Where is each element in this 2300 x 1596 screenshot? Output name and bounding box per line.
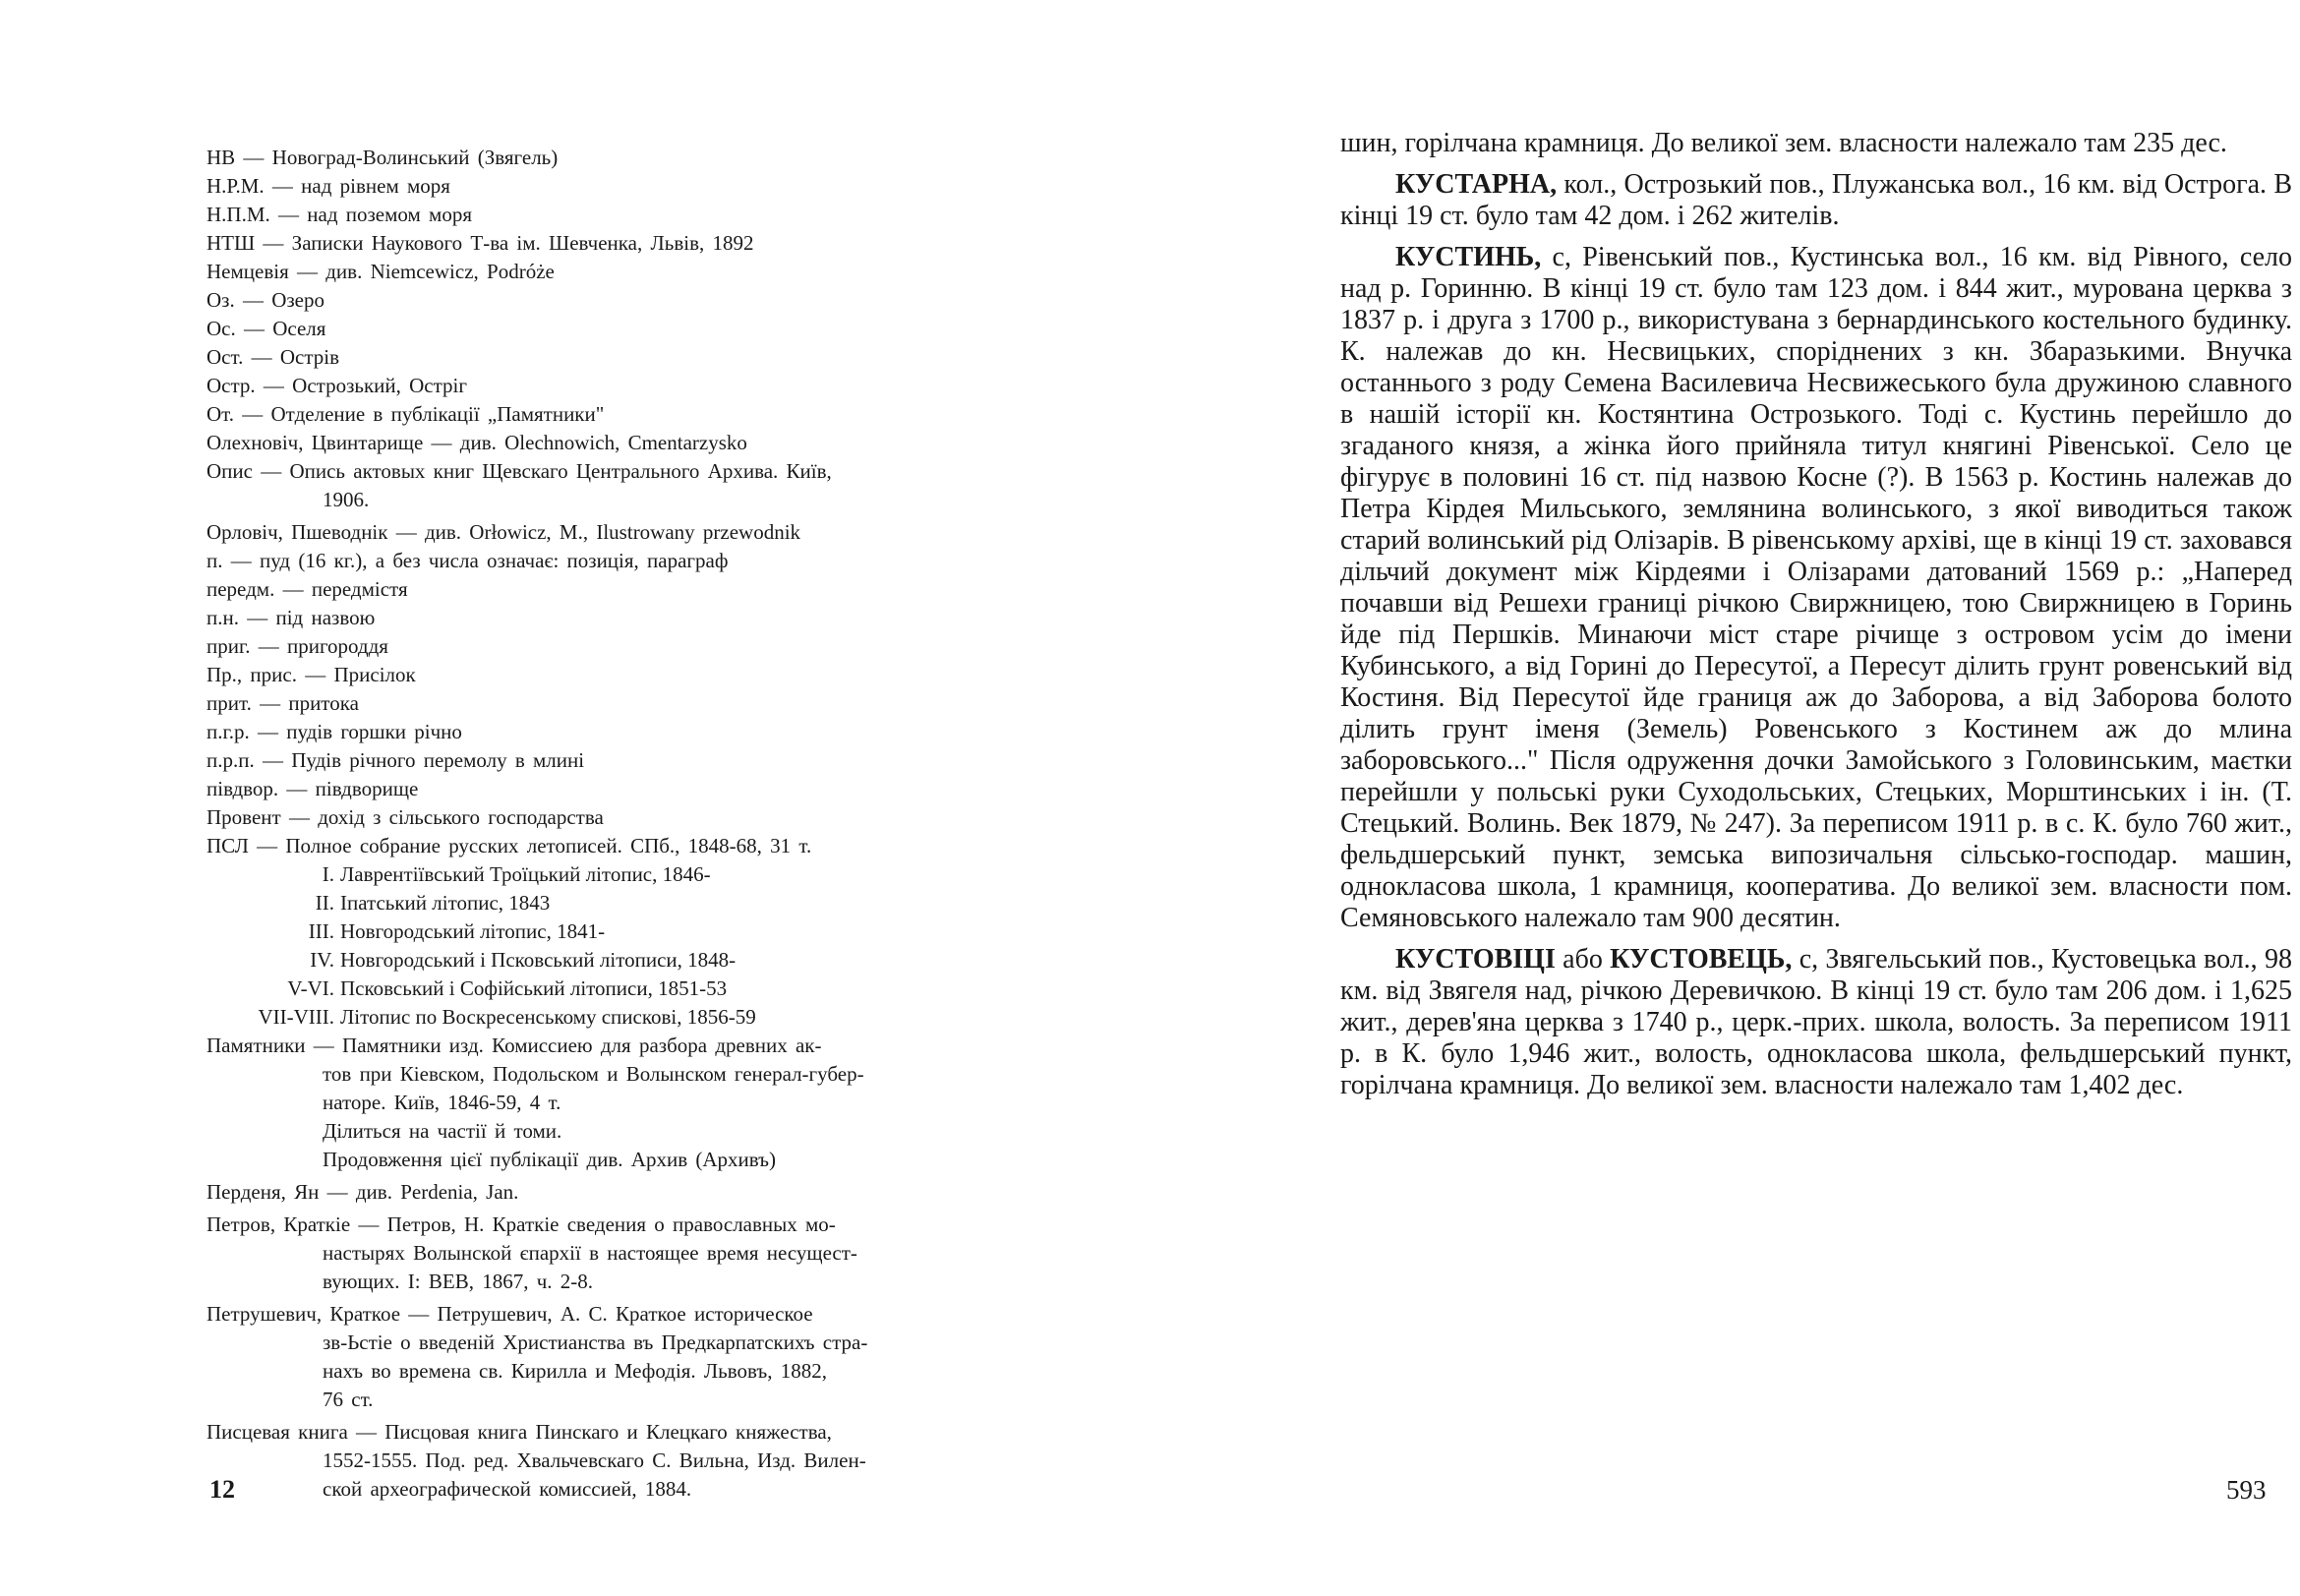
abbr-continuation: зв-Ьстіе о введеній Христианства въ Предкарпатскихъ стра- xyxy=(323,1330,868,1354)
abbr-entry: Н.П.М. — над поземом моря xyxy=(206,203,472,226)
entry-continuation xyxy=(1340,128,2292,159)
psl-volume xyxy=(206,946,993,975)
abbr-entry: Ос. — Оселя xyxy=(206,317,326,340)
abbr-entry: ПСЛ — Полное собрание русских летописей. СПб., 1848-68, 31 т. xyxy=(206,834,812,857)
psl-volume-number: IV. xyxy=(310,948,334,972)
abbr-entry: п. — пуд (16 кг.), а без числа означає: позиція, параграф xyxy=(206,549,729,572)
abbr-entry: п.р.п. — Пудів річного перемолу в млині xyxy=(206,748,585,772)
abbr-entry: НВ — Новоград-Волинський (Звягель) xyxy=(206,146,559,169)
abbr-entry: Орловіч, Пшеводнік — див. Orłowicz, M., Ilustrowany przewodnik xyxy=(206,520,801,544)
abbr-entry: п.н. — під назвою xyxy=(206,606,376,629)
psl-volume xyxy=(206,975,993,1003)
abbr-entry: Немцевія — див. Niemcewicz, Podróże xyxy=(206,260,555,283)
abbr-continuation: 76 ст. xyxy=(323,1388,374,1411)
abbr-entry: передм. — передмістя xyxy=(206,577,408,601)
abbr-continuation: ской археографической комиссией, 1884. xyxy=(323,1477,692,1501)
abbr-continuation: настырях Волынской єпархії в настоящее время несущест- xyxy=(323,1241,857,1265)
entry xyxy=(1340,169,2292,232)
psl-volume xyxy=(206,1003,993,1032)
abbr-entry: Петров, Краткіе — Петров, Н. Краткіе сведения о православных мо- xyxy=(206,1212,836,1236)
psl-volume-title: Літопис по Воскресенському спискові, 1856-59 xyxy=(340,1005,756,1029)
abbr-entry: Памятники — Памятники изд. Комиссиею для разбора древних ак- xyxy=(206,1034,822,1057)
entry xyxy=(1340,242,2292,934)
abbr-entry: От. — Отделение в публікації „Памятники" xyxy=(206,402,605,426)
psl-volume-title: Іпатський літопис, 1843 xyxy=(340,891,551,915)
psl-volume xyxy=(206,917,993,946)
abbr-continuation: Ділиться на частії й томи. xyxy=(323,1119,562,1143)
abbr-entry: Перденя, Ян — див. Perdenia, Jan. xyxy=(206,1180,519,1204)
abbr-entry: п.г.р. — пудів горшки річно xyxy=(206,720,462,743)
psl-volume-title: Псковський і Софійський літописи, 1851-53 xyxy=(340,976,728,1000)
entry-text: с, Звягельський пов., Кустовецька вол., 98 км. від Звягеля над, річкою Деревичкою. В кінці 19 ст. було там 206 дом. і 1,625 жит., дерев'яна церква з 1740 р., церк.-прих. школа, волость. За переписом 1911 р. в К. було 1,946 жит., волость, однокласова школа, фельдшерський пункт, горілчана крамниця. До великої зем. власности належало там 1,402 дес. xyxy=(1340,944,2292,1100)
abbr-continuation: вующих. I: BEB, 1867, ч. 2-8. xyxy=(323,1270,594,1293)
entry-headword: КУСТОВІЦІ xyxy=(1395,944,1556,975)
entry-text: шин, горілчана крамниця. До великої зем. власности належало там 235 дес. xyxy=(1340,128,2227,158)
psl-volume-number: II. xyxy=(315,891,334,915)
abbr-continuation: нахъ во времена св. Кирилла и Мефодія. Львовъ, 1882, xyxy=(323,1359,828,1383)
abbr-entry: Петрушевич, Краткое — Петрушевич, А. С. Краткое историческое xyxy=(206,1302,813,1326)
abbr-continuation: Продовження цієї публікації див. Архив (Архивъ) xyxy=(323,1148,777,1171)
abbr-continuation: 1906. xyxy=(323,488,370,511)
psl-volume-number: V-VI. xyxy=(287,976,334,1000)
abbr-entry: НТШ — Записки Наукового Т-ва ім. Шевченка, Львів, 1892 xyxy=(206,231,754,255)
psl-volume-number: VII-VIII. xyxy=(258,1005,334,1029)
gazetteer-entries xyxy=(1340,128,2292,1111)
abbreviation-list xyxy=(206,144,993,1504)
right-page xyxy=(1150,0,2300,1596)
entry-headword: КУСТИНЬ, xyxy=(1395,242,1542,272)
entry-connector: або xyxy=(1555,944,1611,975)
abbr-entry: прит. — притока xyxy=(206,691,359,715)
abbr-entry: Остр. — Острозький, Остріг xyxy=(206,374,468,397)
entry xyxy=(1340,944,2292,1101)
entry-text: кол., Острозький пов., Плужанська вол., 16 км. від Острога. В кінці 19 ст. було там 42 дом. і 262 жителів. xyxy=(1340,169,2292,231)
abbr-continuation: 1552-1555. Под. ред. Хвальчевскаго С. Вильна, Изд. Вилен- xyxy=(323,1448,866,1472)
psl-volume xyxy=(206,860,993,889)
abbr-entry: приг. — пригороддя xyxy=(206,634,388,658)
psl-volume-title: Новгородський і Псковський літописи, 1848- xyxy=(340,948,737,972)
page-number: 593 xyxy=(2226,1475,2267,1505)
psl-volume-number: I. xyxy=(322,862,334,886)
abbr-continuation: наторе. Київ, 1846-59, 4 т. xyxy=(323,1091,561,1114)
abbr-entry: півдвор. — півдворище xyxy=(206,777,419,800)
abbr-entry: Опис — Опись актовых книг Щевскаго Центрального Архива. Київ, xyxy=(206,459,832,483)
entry-text: с, Рівенський пов., Кустинська вол., 16 км. від Рівного, село над р. Горинню. В кінці 19 ст. було там 123 дом. і 844 жит., мурована церква з 1837 р. і друга з 1700 р., використувана з бернардинського костельного будинку. К. належав до кн. Несвицьких, споріднених з кн. Збаразькими. Внучка останнього з роду Семена Василевича Несвижеського була дружиною славного в нашій історії кн. Костянтина Острозького. Тоді с. Кустинь перейшло до згаданого князя, а жінка його прийняла титул княгині Рівенської. Село це фігурує в половині 16 ст. під назвою Косне (?). В 1563 р. Костинь належав до Петра Кірдея Мильського, землянина волинського, з якої виводиться також старий волинський рід Олізарів. В рівенському архіві, ще в кінці 19 ст. заховався дільчий документ між Кірдеями і Олізарами датований 1569 р.: „Наперед почавши від Решехи границі річкою Свиржницею, тою Свиржницею в Горинь йде під Першків. Минаючи міст старе річище з островом усім до імени Кубинського, а від Горині до Пересутої, а Пересут ділить грунт ровенський від Костиня. Від Пересутої йде границя аж до Заборова, а від Заборова болото ділить грунт іменя (Земель) Ровенського з Костинем аж до млина заборовського..." Після одруження дочки Замойського з Головинським, маєтки перейшли у польські руки Суходольських, Стецьких, Морштинських і ін. (Т. Стецький. Волинь. Век 1879, № 247). За переписом 1911 р. в с. К. було 760 жит., фельдшерський пункт, земська випозичальня сільсько-господар. машин, однокласова школа, 1 крамниця, кооператива. До великої зем. власности пом. Семяновського належало там 900 десятин. xyxy=(1340,242,2292,933)
abbr-entry: Провент — дохід з сільського господарства xyxy=(206,805,604,829)
psl-volume xyxy=(206,889,993,917)
psl-volume-number: III. xyxy=(308,919,334,943)
abbr-continuation: тов при Кіевском, Подольском и Волынском генерал-губер- xyxy=(323,1062,864,1086)
abbr-entry: Н.Р.М. — над рівнем моря xyxy=(206,174,450,198)
abbr-entry: Оз. — Озеро xyxy=(206,288,324,312)
entry-headword-alt: КУСТОВЕЦЬ, xyxy=(1610,944,1793,975)
abbr-entry: Олехновіч, Цвинтарище — див. Olechnowich, Cmentarzysko xyxy=(206,431,747,454)
abbr-entry: Писцевая книга — Писцовая книга Пинскаго и Клецкаго княжества, xyxy=(206,1420,832,1444)
psl-volume-title: Новгородський літопис, 1841- xyxy=(340,919,606,943)
entry-headword: КУСТАРНА, xyxy=(1395,169,1558,200)
psl-volume-title: Лаврентіївський Троїцький літопис, 1846- xyxy=(340,862,711,886)
abbr-entry: Пр., прис. — Присілок xyxy=(206,663,416,686)
page-number: 12 xyxy=(209,1475,235,1504)
abbr-entry: Ост. — Острів xyxy=(206,345,340,369)
